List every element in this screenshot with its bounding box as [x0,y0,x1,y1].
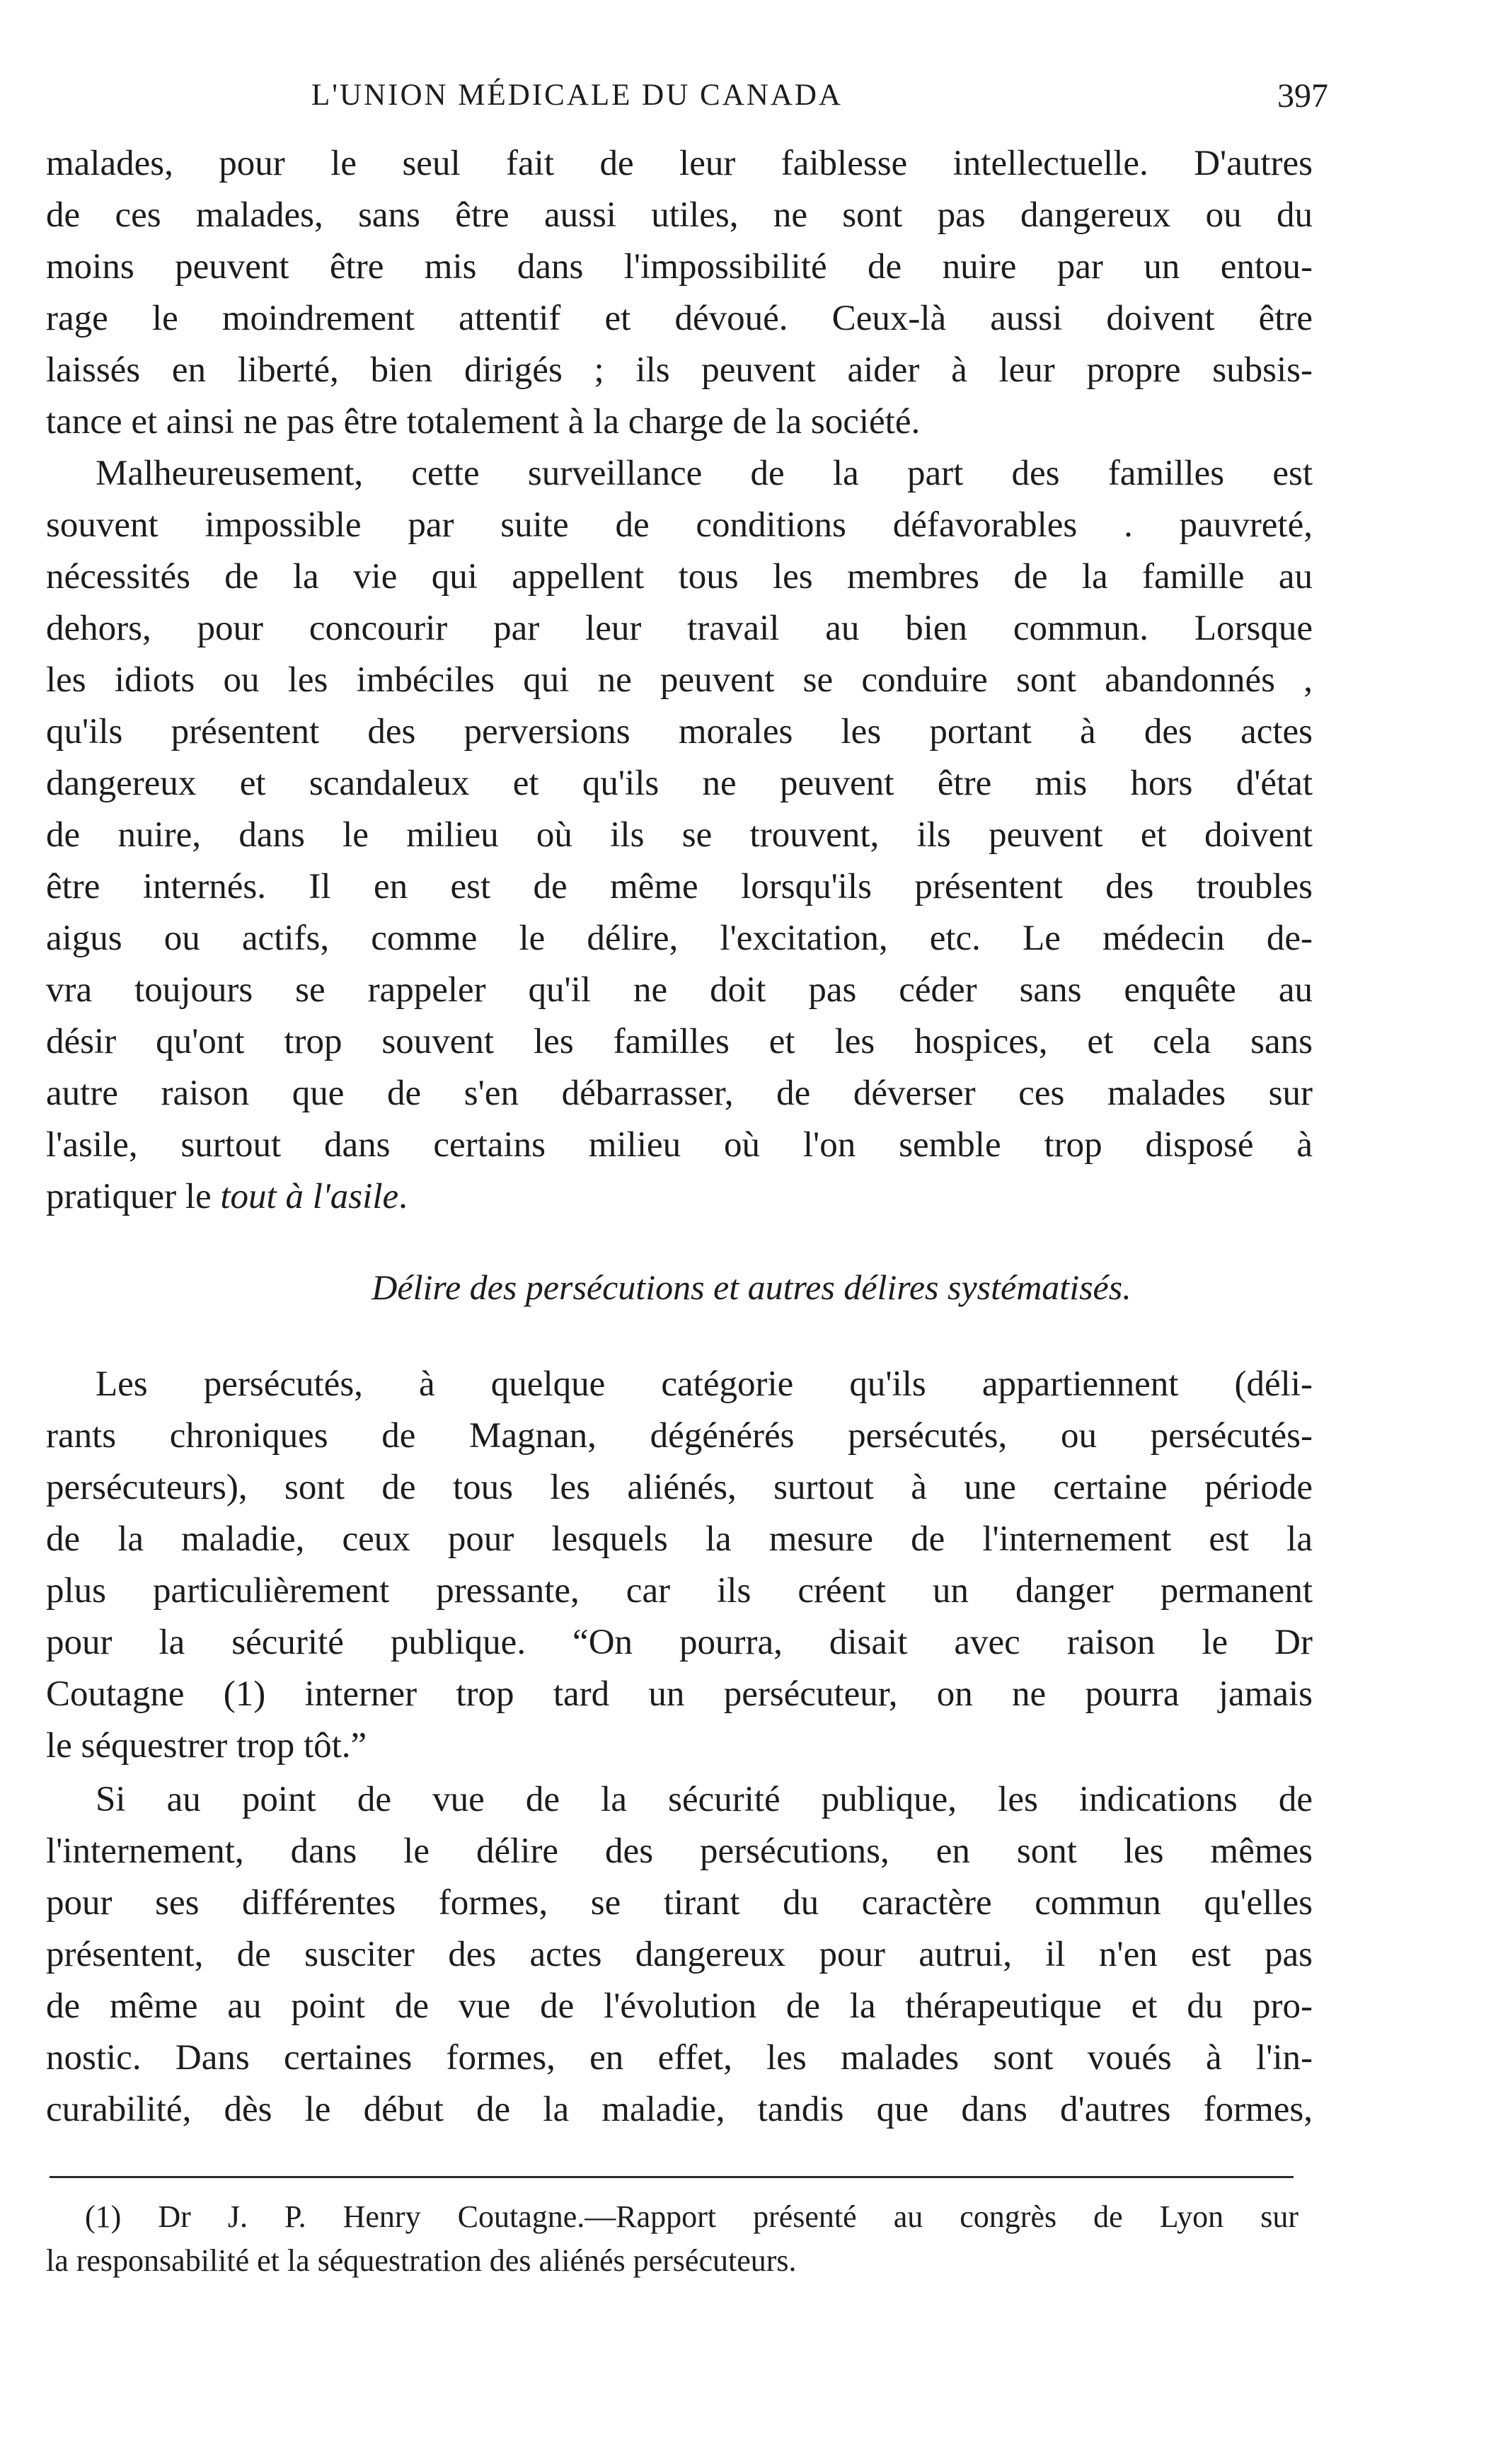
text-line: malades, pour le seul fait de leur faiblesse intellectuelle. D'autres [46,144,1313,183]
text-line: nécessités de la vie qui appellent tous les membres de la famille au [46,557,1313,597]
text-line: être internés. Il en est de même lorsqu'ils présentent des troubles [46,867,1313,906]
text-line: dangereux et scandaleux et qu'ils ne peuvent être mis hors d'état [46,764,1313,803]
text-line: aigus ou actifs, comme le délire, l'excitation, etc. Le médecin de- [46,919,1313,958]
text-line: dehors, pour concourir par leur travail au bien commun. Lorsque [46,609,1313,648]
footnote-line: (1) Dr J. P. Henry Coutagne.—Rapport présenté au congrès de Lyon sur [85,2199,1298,2234]
text-line: persécuteurs), sont de tous les aliénés, surtout à une certaine période [46,1468,1313,1507]
text-line: de la maladie, ceux pour lesquels la mesure de l'internement est la [46,1519,1313,1559]
text-line: le séquestrer trop tôt.” [46,1726,367,1766]
text-line: rage le moindrement attentif et dévoué. Ceux-là aussi doivent être [46,299,1313,338]
text-line: tance et ainsi ne pas être totalement à la charge de la société. [46,402,921,442]
text-line: moins peuvent être mis dans l'impossibilité de nuire par un entou- [46,247,1313,287]
text-line: souvent impossible par suite de conditions défavorables . pauvreté, [46,505,1313,545]
paragraph-1 [46,138,1313,448]
footnote-line: la responsabilité et la séquestration des aliénés persécuteurs. [46,2243,797,2278]
page-number: 397 [1277,77,1328,115]
text-line: les idiots ou les imbéciles qui ne peuvent se conduire sont abandonnés , [46,660,1313,700]
paragraph-4 [46,1774,1313,2136]
text-line: pour ses différentes formes, se tirant du caractère commun qu'elles [46,1883,1313,1923]
text-line: pour la sécurité publique. “On pourra, disait avec raison le Dr [46,1623,1313,1662]
text-line: plus particulièrement pressante, car ils créent un danger permanent [46,1571,1313,1611]
text-line: l'asile, surtout dans certains milieu où l'on semble trop disposé à [46,1125,1313,1165]
text-line: présentent, de susciter des actes dangereux pour autrui, il n'en est pas [46,1935,1313,1974]
text-line: de ces malades, sans être aussi utiles, ne sont pas dangereux ou du [46,195,1313,235]
text-line: Coutagne (1) interner trop tard un persécuteur, on ne pourra jamais [46,1674,1313,1714]
text-line: de même au point de vue de l'évolution de la thérapeutique et du pro- [46,1986,1313,2026]
running-title: L'UNION MÉDICALE DU CANADA [311,79,843,112]
text-line: rants chroniques de Magnan, dégénérés persécutés, ou persécutés- [46,1416,1313,1456]
text-line: laissés en liberté, bien dirigés ; ils peuvent aider à leur propre subsis- [46,350,1313,390]
text-line: Les persécutés, à quelque catégorie qu'ils appartiennent (déli- [96,1364,1313,1404]
text-line: l'internement, dans le délire des persécutions, en sont les mêmes [46,1831,1313,1871]
text-line: qu'ils présentent des perversions morales les portant à des actes [46,712,1313,752]
text-line: curabilité, dès le début de la maladie, tandis que dans d'autres formes, [46,2090,1313,2129]
text-line: nostic. Dans certaines formes, en effet, les malades sont voués à l'in- [46,2038,1313,2078]
text-line: pratiquer le tout à l'asile. [46,1177,408,1216]
text-line: de nuire, dans le milieu où ils se trouvent, ils peuvent et doivent [46,815,1313,855]
text-line: autre raison que de s'en débarrasser, de déverser ces malades sur [46,1073,1313,1113]
footnote [46,2195,1298,2283]
footnote-divider [50,2176,1294,2178]
paragraph-3 [46,1359,1313,1772]
text-line: vra toujours se rappeler qu'il ne doit pas céder sans enquête au [46,970,1313,1010]
text-line: Si au point de vue de la sécurité publique, les indications de [96,1780,1313,1819]
text-line: Malheureusement, cette surveillance de la part des familles est [96,454,1313,493]
paragraph-2 [46,448,1313,1223]
text-line: désir qu'ont trop souvent les familles et les hospices, et cela sans [46,1022,1313,1061]
emphasis: tout à l'asile [220,1177,399,1216]
section-heading: Délire des persécutions et autres délires systématisés. [372,1267,1131,1307]
